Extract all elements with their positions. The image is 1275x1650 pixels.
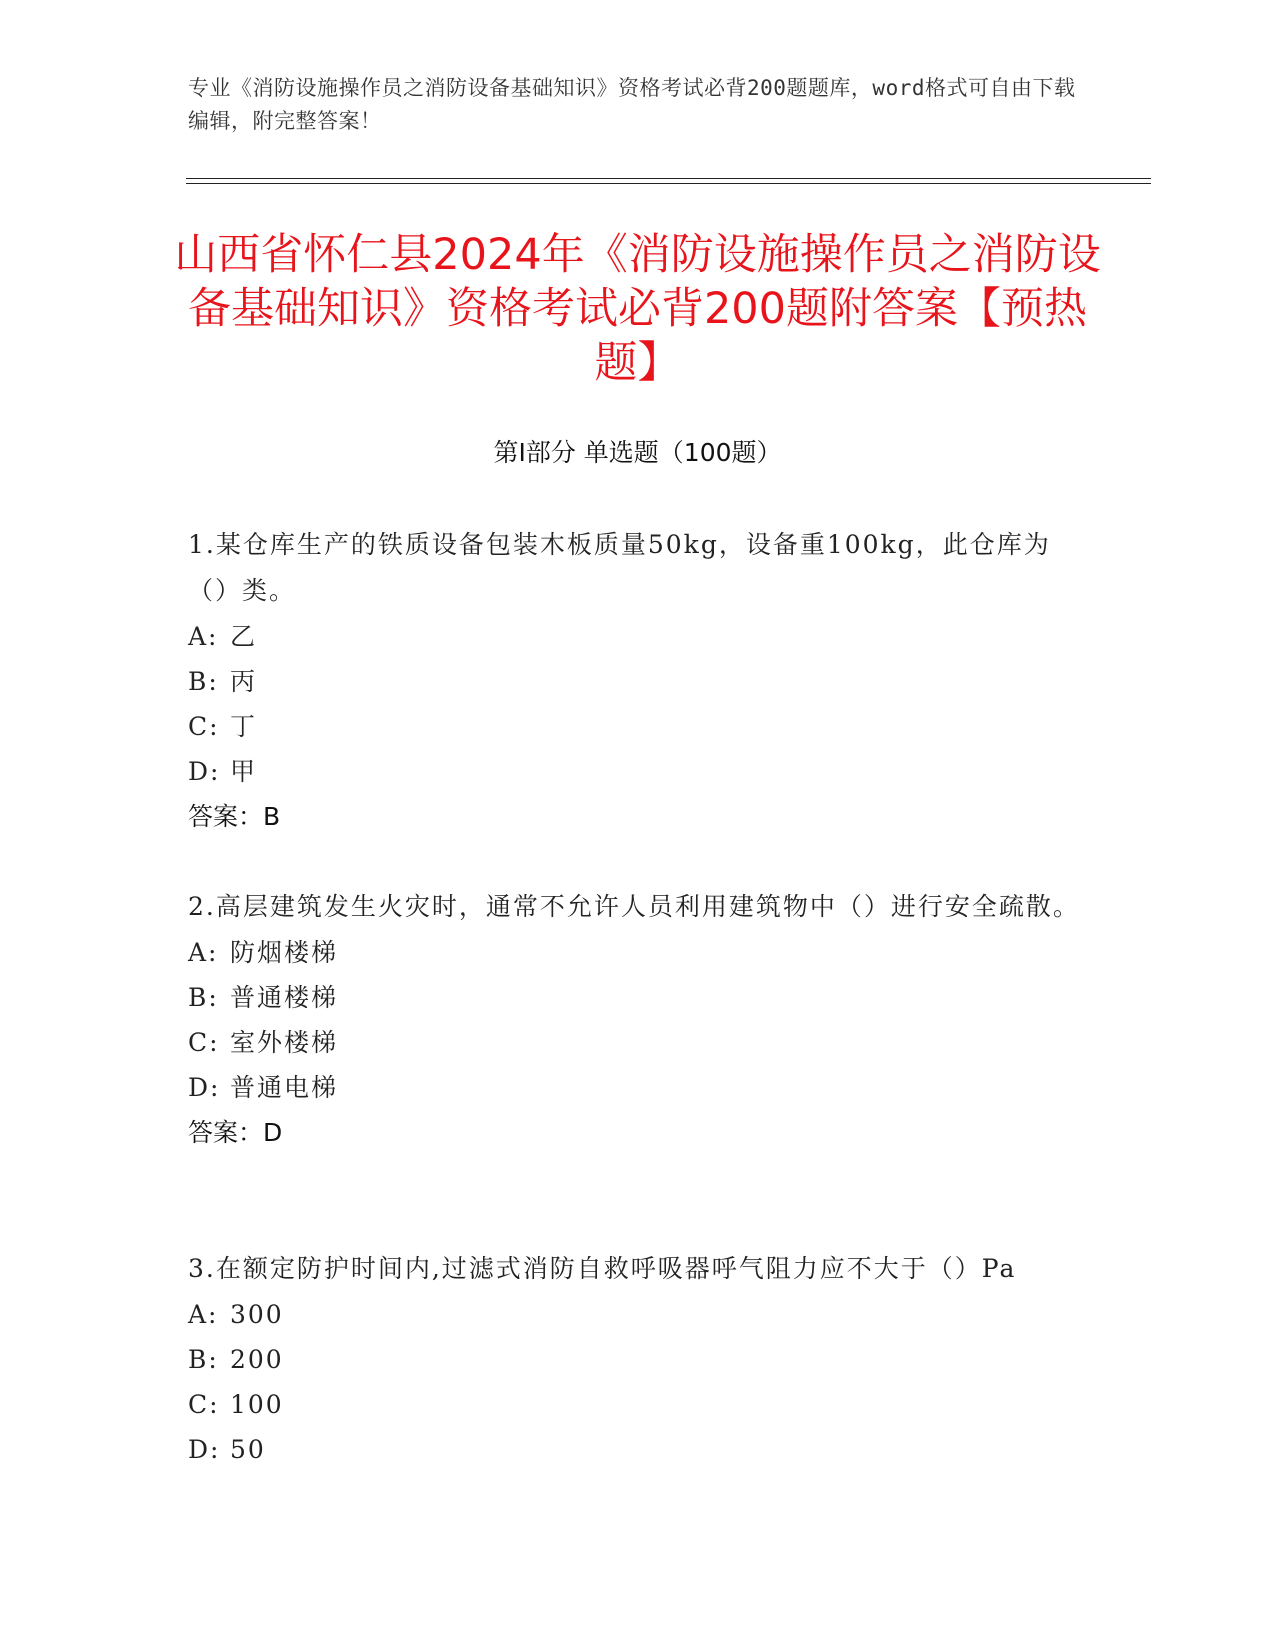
option-d (188, 1065, 1088, 1110)
option-text: 50 (230, 1435, 266, 1464)
option-c (188, 1020, 1088, 1065)
option-key: B: (188, 983, 219, 1012)
option-key: A: (188, 1300, 219, 1329)
question-3 (188, 1246, 1088, 1472)
option-a (188, 930, 1088, 975)
option-key: A: (188, 938, 219, 967)
option-c (188, 704, 1088, 749)
option-b (188, 659, 1088, 704)
question-stem: 2.高层建筑发生火灾时，通常不允许人员利用建筑物中（）进行安全疏散。 (188, 892, 1080, 921)
option-a (188, 614, 1088, 659)
option-a (188, 1292, 1088, 1337)
option-key: D: (188, 1435, 221, 1464)
option-key: D: (188, 1073, 221, 1102)
option-text: 100 (230, 1390, 284, 1419)
option-text: 300 (230, 1300, 284, 1329)
option-text: 乙 (230, 622, 258, 651)
option-text: 甲 (230, 757, 258, 786)
section-heading: 第Ⅰ部分 单选题（100题） (493, 438, 782, 467)
header-divider-bottom (186, 183, 1151, 184)
document-title: 山西省怀仁县2024年《消防设施操作员之消防设备基础知识》资格考试必背200题附答案【预热题】 (174, 230, 1101, 388)
option-text: 室外楼梯 (230, 1028, 339, 1057)
question-2 (188, 884, 1088, 1156)
option-key: B: (188, 1345, 219, 1374)
header-note: 专业《消防设施操作员之消防设备基础知识》资格考试必背200题题库，word格式可自由下载编辑，附完整答案！ (188, 76, 1076, 133)
answer-line: 答案：D (188, 1118, 283, 1147)
answer-line: 答案：B (188, 802, 281, 831)
option-text: 普通楼梯 (230, 983, 339, 1012)
option-key: D: (188, 757, 221, 786)
option-b (188, 975, 1088, 1020)
option-text: 普通电梯 (230, 1073, 339, 1102)
option-key: A: (188, 622, 219, 651)
question-1 (188, 522, 1088, 840)
option-d (188, 1427, 1088, 1472)
option-b (188, 1337, 1088, 1382)
option-d (188, 749, 1088, 794)
question-stem: 3.在额定防护时间内,过滤式消防自救呼吸器呼气阻力应不大于（）Pa (188, 1254, 1017, 1283)
option-text: 丙 (230, 667, 258, 696)
option-text: 200 (230, 1345, 284, 1374)
option-key: B: (188, 667, 219, 696)
question-stem: 1.某仓库生产的铁质设备包装木板质量50kg，设备重100kg，此仓库为（）类。 (188, 530, 1051, 605)
option-c (188, 1382, 1088, 1427)
option-text: 防烟楼梯 (230, 938, 339, 967)
option-key: C: (188, 712, 220, 741)
option-text: 丁 (230, 712, 258, 741)
option-key: C: (188, 1390, 220, 1419)
option-key: C: (188, 1028, 220, 1057)
header-divider-top (186, 178, 1151, 179)
